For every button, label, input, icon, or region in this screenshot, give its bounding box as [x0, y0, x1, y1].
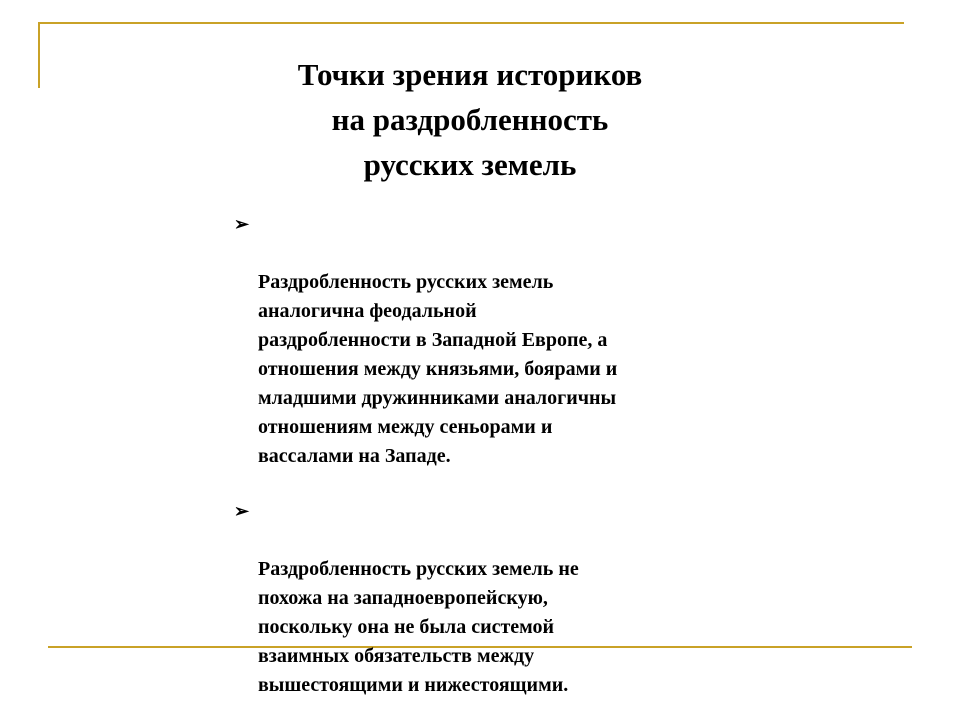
bullet-item — [232, 210, 712, 471]
title-line: русских земель — [363, 147, 577, 182]
slide-title — [220, 52, 720, 187]
frame-top-line — [38, 22, 904, 24]
bullet-text: Раздробленность русских земель аналогична феодальной раздробленности в Западной Европе, а отношения между князьями, боярами и младшими дружинниками аналогичны отношениям между сеньорами и вассалами на Западе. — [258, 271, 618, 467]
arrowhead-bullet-icon: ➢ — [234, 501, 250, 521]
title-line: Точки зрения историков — [297, 57, 643, 92]
bullet-list — [232, 210, 712, 700]
bullet-text: Раздробленность русских земель не похожа на западноевропейскую, поскольку она не была системой взаимных обязательств между вышестоящими и нижестоящими. — [258, 558, 579, 696]
title-line: на раздробленность — [331, 102, 609, 137]
bullet-item — [232, 497, 712, 700]
frame-left-line — [38, 22, 40, 88]
arrowhead-bullet-icon: ➢ — [234, 214, 250, 234]
